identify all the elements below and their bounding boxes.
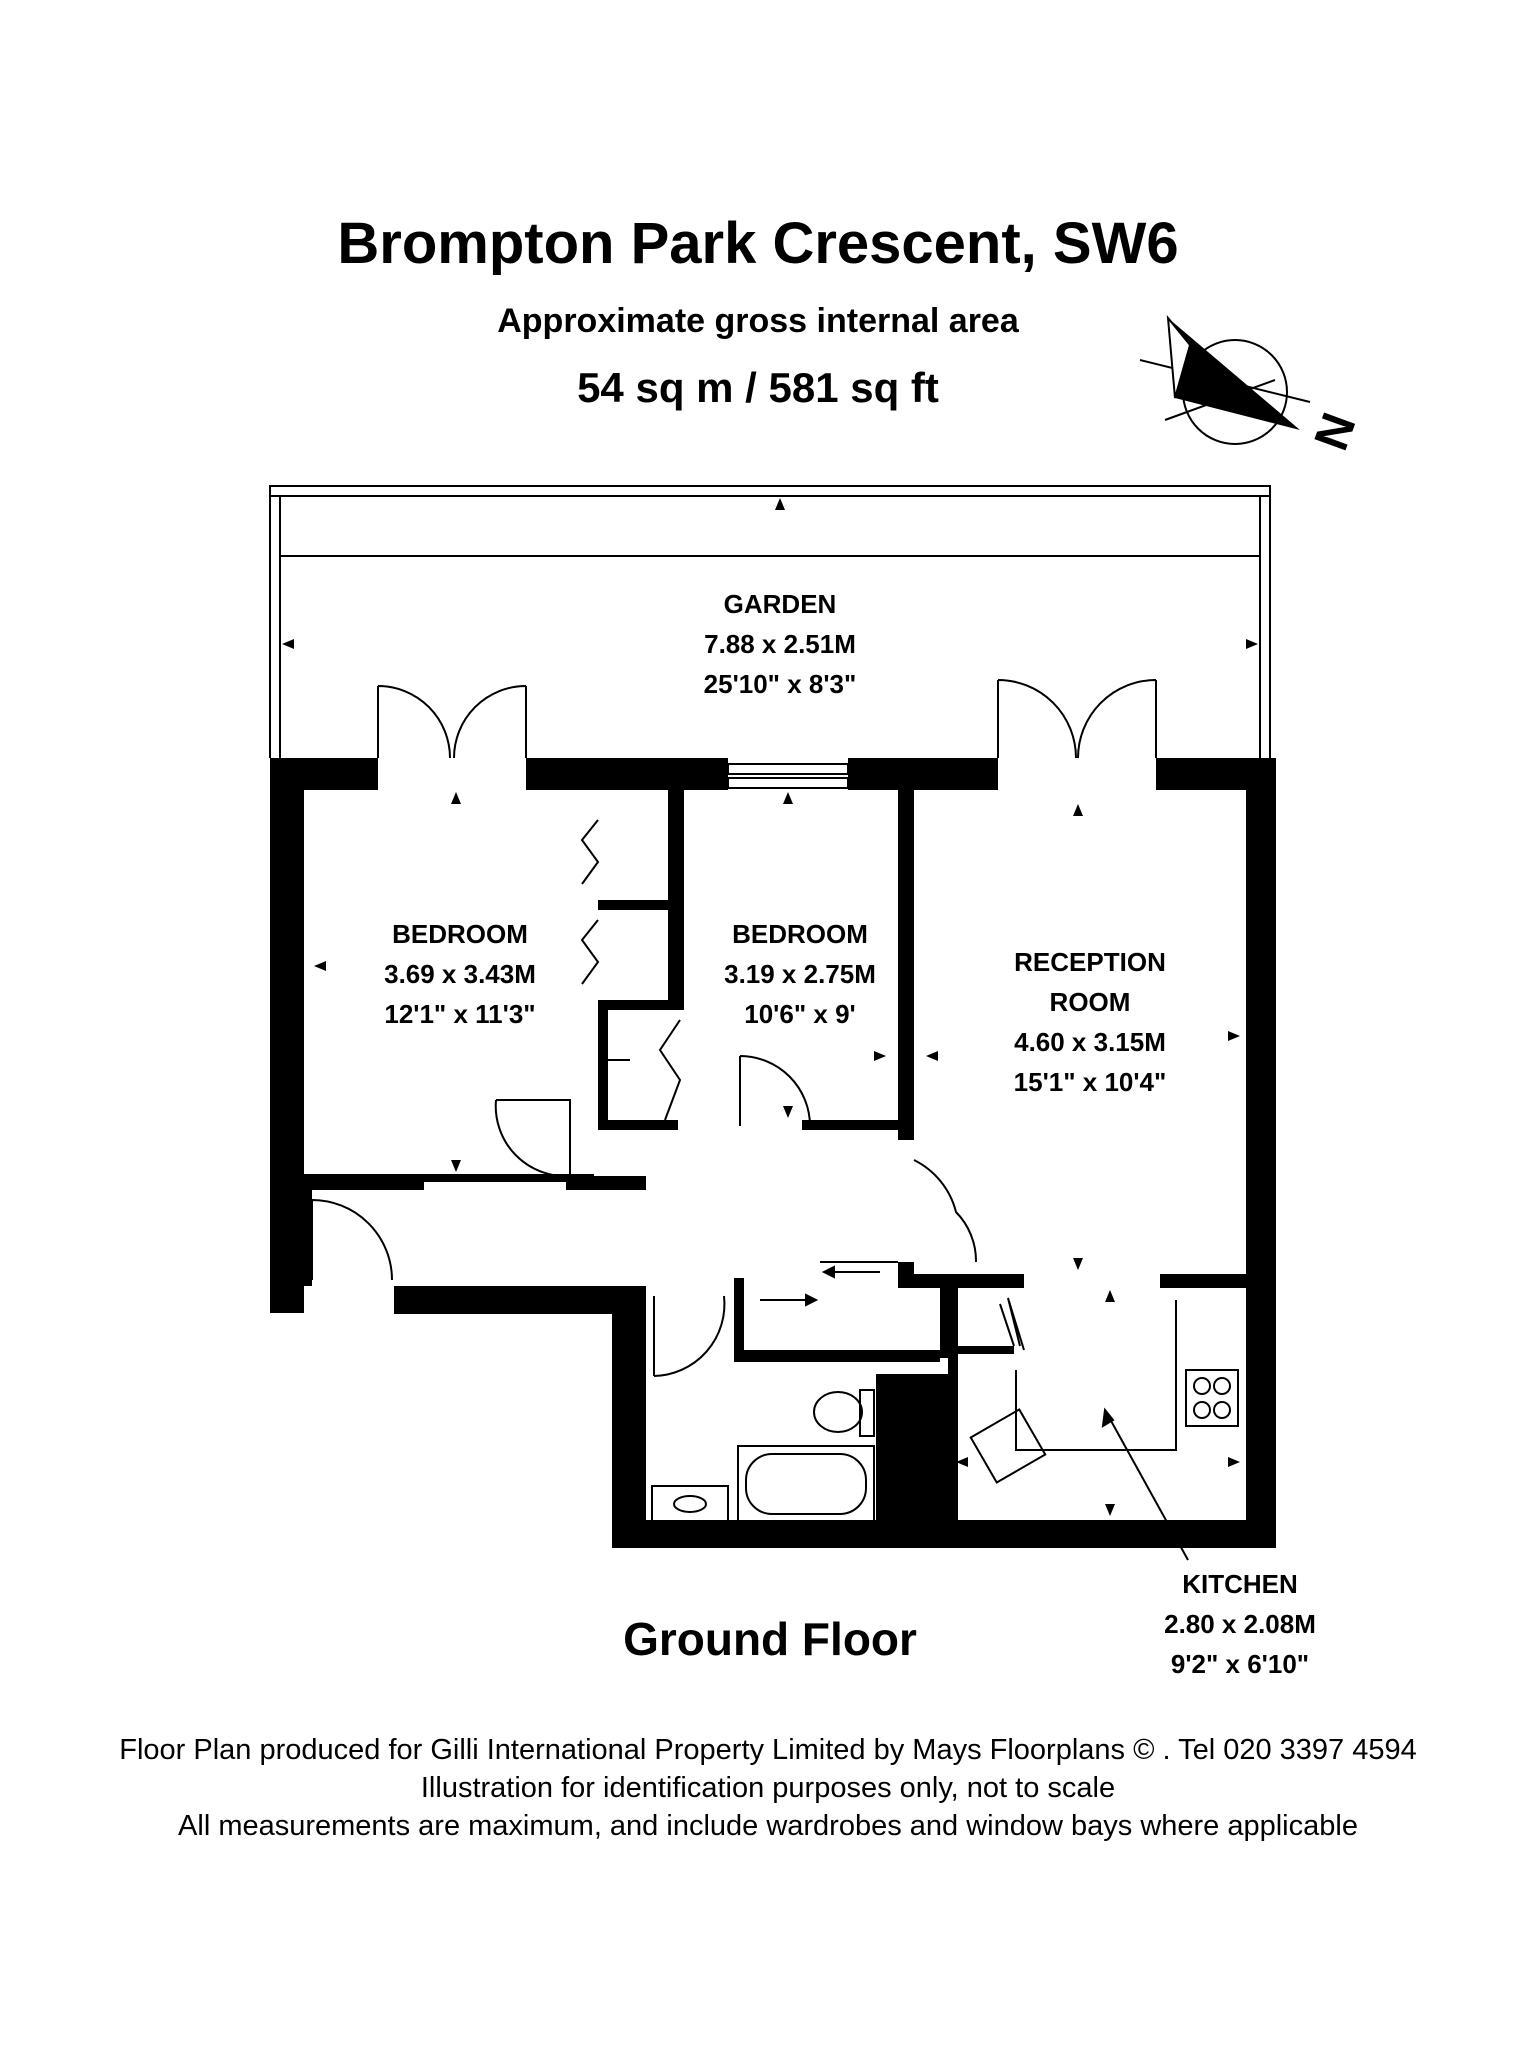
footer-line-3: All measurements are maximum, and include wardrobes and window bays where applicable xyxy=(178,1810,1358,1842)
area-value: 54 sq m / 581 sq ft xyxy=(577,364,939,411)
room-name: BEDROOM xyxy=(392,919,528,949)
floor-label: Ground Floor xyxy=(623,1613,917,1665)
room-name: BEDROOM xyxy=(732,919,868,949)
footer-line-1: Floor Plan produced for Gilli International Property Limited by Mays Floorplans © . Tel 020 3397 4594 xyxy=(119,1734,1417,1766)
compass-n-label: N xyxy=(1304,406,1367,458)
room-imperial: 12'1" x 11'3" xyxy=(384,999,536,1029)
room-name: KITCHEN xyxy=(1182,1569,1298,1599)
compass-icon xyxy=(1140,318,1367,457)
plan-title: Brompton Park Crescent, SW6 xyxy=(337,211,1179,276)
room-metric: 3.19 x 2.75M xyxy=(724,959,876,989)
room-imperial: 9'2" x 6'10" xyxy=(1170,1649,1310,1679)
room-metric: 4.60 x 3.15M xyxy=(1014,1027,1166,1057)
sliding-door xyxy=(760,1262,898,1305)
room-label-reception xyxy=(940,942,1240,1102)
room-imperial: 15'1" x 10'4" xyxy=(1013,1067,1167,1097)
external-walls xyxy=(270,758,1276,1548)
room-imperial: 10'6" x 9' xyxy=(744,999,856,1029)
footer-line-2: Illustration for identification purposes only, not to scale xyxy=(420,1772,1116,1804)
room-metric: 7.88 x 2.51M xyxy=(704,629,856,659)
room-name-line-1: RECEPTION xyxy=(1014,947,1166,977)
room-imperial: 25'10" x 8'3" xyxy=(703,669,857,699)
area-caption: Approximate gross internal area xyxy=(497,302,1019,340)
room-name: GARDEN xyxy=(723,589,837,619)
room-label-bedroom-1 xyxy=(310,914,610,1034)
window xyxy=(728,764,848,788)
room-metric: 3.69 x 3.43M xyxy=(384,959,536,989)
room-label-bedroom-2 xyxy=(650,914,950,1034)
bathroom-fixtures xyxy=(652,1390,874,1522)
room-metric: 2.80 x 2.08M xyxy=(1164,1609,1316,1639)
room-label-kitchen xyxy=(1090,1564,1390,1684)
room-name-line-2: ROOM xyxy=(1049,987,1131,1017)
room-label-garden xyxy=(620,584,940,704)
